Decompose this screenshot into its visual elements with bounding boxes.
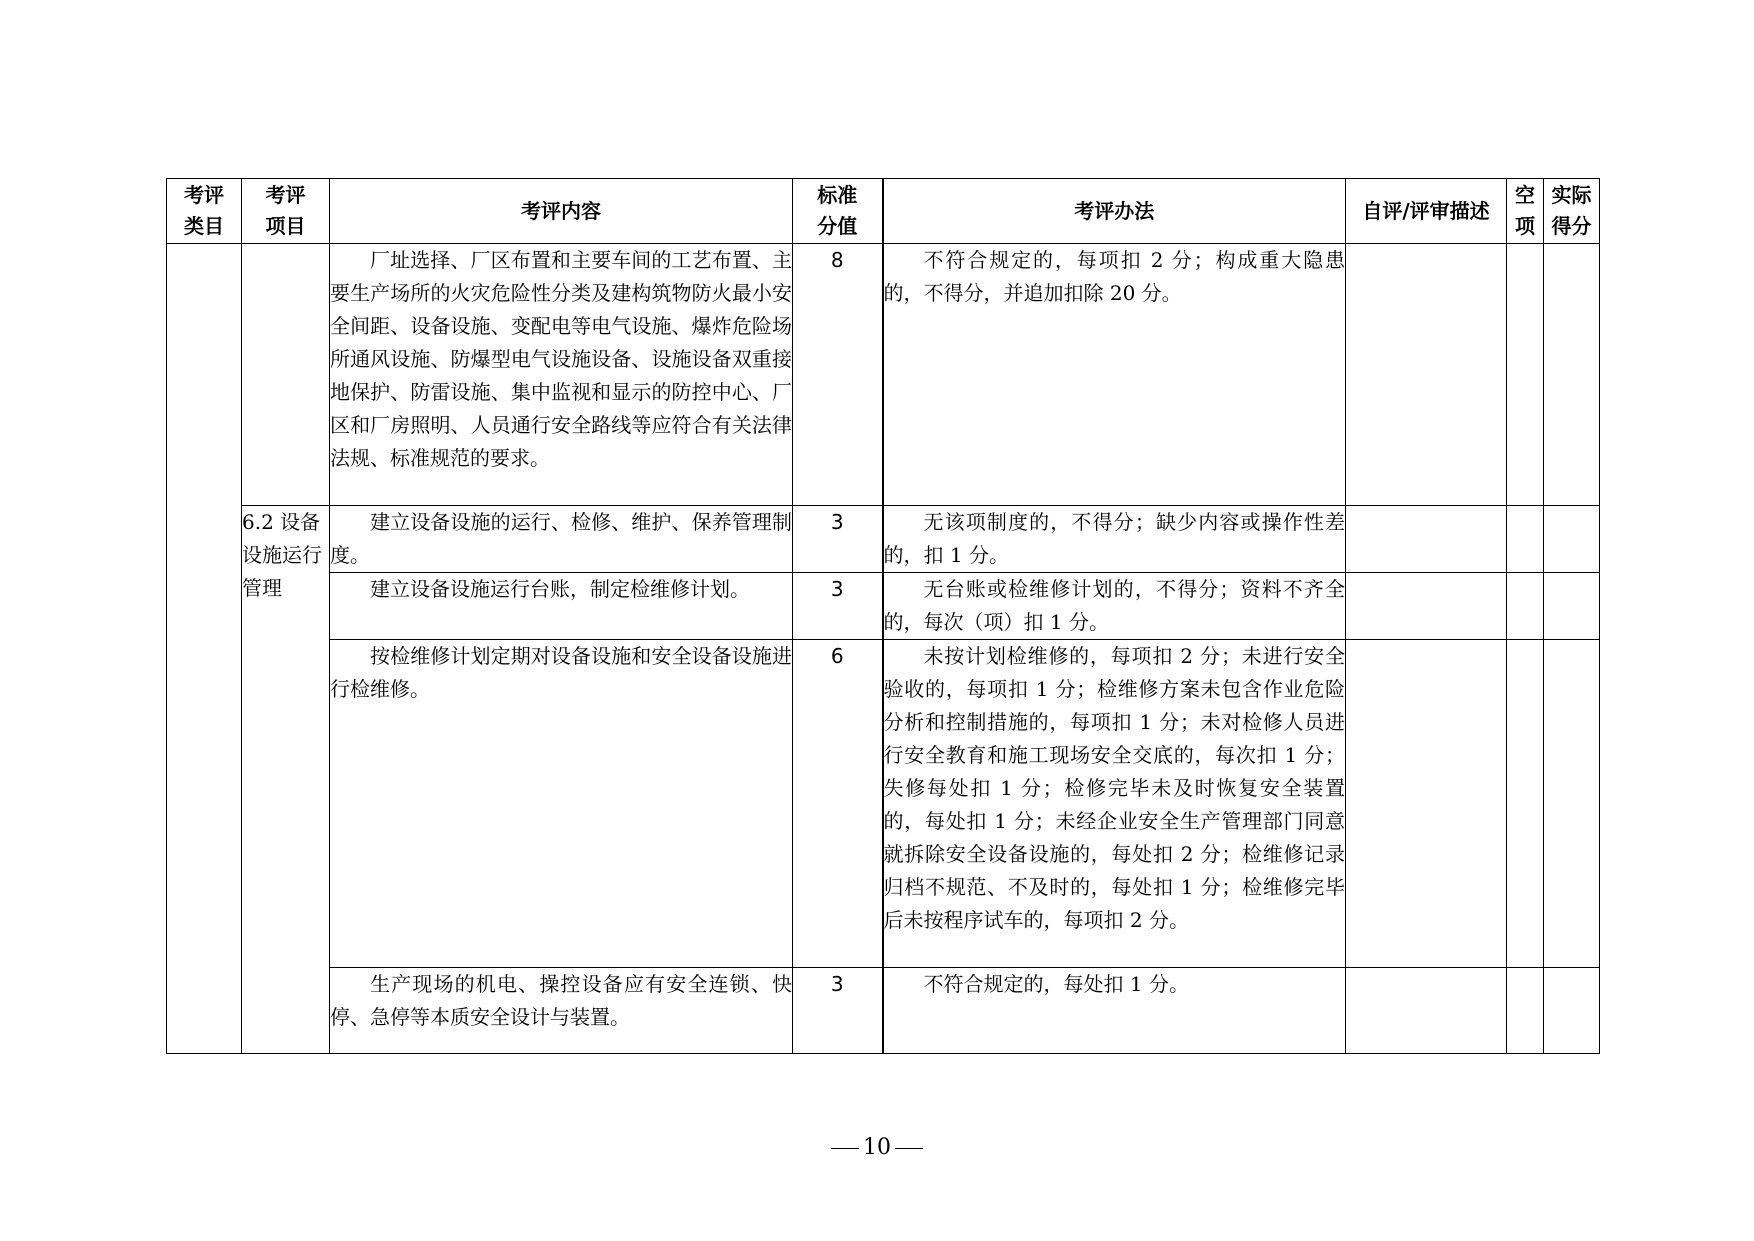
- self-eval-cell: [1346, 968, 1507, 1054]
- score-cell: 3: [793, 968, 883, 1054]
- footer-dash-right: [895, 1148, 923, 1149]
- table-row: [167, 640, 1600, 968]
- table-row: [167, 968, 1600, 1054]
- self-eval-cell: [1346, 640, 1507, 968]
- header-item: 考评项目: [242, 179, 330, 244]
- empty-cell: [1507, 244, 1544, 506]
- item-cell: [242, 244, 330, 506]
- page-number: 10: [863, 1135, 891, 1160]
- content-cell: 厂址选择、厂区布置和主要车间的工艺布置、主要生产场所的火灾危险性分类及建构筑物防火最小安全间距、设备设施、变配电等电气设施、爆炸危险场所通风设施、防爆型电气设施设备、设施设备双重接地保护、防雷设施、集中监视和显示的防控中心、厂区和厂房照明、人员通行安全路线等应符合有关法律法规、标准规范的要求。: [330, 244, 793, 506]
- self-eval-cell: [1346, 506, 1507, 573]
- self-eval-cell: [1346, 244, 1507, 506]
- empty-cell: [1507, 573, 1544, 640]
- content-cell: 建立设备设施运行台账，制定检维修计划。: [330, 573, 793, 640]
- method-cell: 无台账或检维修计划的，不得分；资料不齐全的，每次（项）扣 1 分。: [883, 573, 1346, 640]
- actual-score-cell: [1544, 506, 1600, 573]
- category-cell: [167, 244, 242, 1054]
- table-row: [167, 244, 1600, 506]
- table-row: [167, 506, 1600, 573]
- actual-score-cell: [1544, 640, 1600, 968]
- actual-score-cell: [1544, 573, 1600, 640]
- score-cell: 6: [793, 640, 883, 968]
- header-actual: 实际得分: [1544, 179, 1600, 244]
- content-cell: 建立设备设施的运行、检修、维护、保养管理制度。: [330, 506, 793, 573]
- table-row: [167, 573, 1600, 640]
- method-cell: 无该项制度的，不得分；缺少内容或操作性差的，扣 1 分。: [883, 506, 1346, 573]
- empty-cell: [1507, 640, 1544, 968]
- self-eval-cell: [1346, 573, 1507, 640]
- header-method: 考评办法: [883, 179, 1346, 244]
- header-empty: 空项: [1507, 179, 1544, 244]
- actual-score-cell: [1544, 244, 1600, 506]
- header-score: 标准分值: [793, 179, 883, 244]
- empty-cell: [1507, 968, 1544, 1054]
- header-content: 考评内容: [330, 179, 793, 244]
- page-footer: [0, 1135, 1754, 1160]
- content-cell: 按检维修计划定期对设备设施和安全设备设施进行检维修。: [330, 640, 793, 968]
- method-cell: 未按计划检维修的，每项扣 2 分；未进行安全验收的，每项扣 1 分；检维修方案未包含作业危险分析和控制措施的，每项扣 1 分；未对检修人员进行安全教育和施工现场安全交底的，每次扣 1 分；失修每处扣 1 分；检修完毕未及时恢复安全装置的，每处扣 1 分；未经企业安全生产管理部门同意就拆除安全设备设施的，每处扣 2 分；检维修记录归档不规范、不及时的，每处扣 1 分；检维修完毕后未按程序试车的，每项扣 2 分。: [883, 640, 1346, 968]
- header-row: [167, 179, 1600, 244]
- content-cell: 生产现场的机电、操控设备应有安全连锁、快停、急停等本质安全设计与装置。: [330, 968, 793, 1054]
- score-cell: 8: [793, 244, 883, 506]
- score-cell: 3: [793, 506, 883, 573]
- score-cell: 3: [793, 573, 883, 640]
- header-self-eval: 自评/评审描述: [1346, 179, 1507, 244]
- actual-score-cell: [1544, 968, 1600, 1054]
- footer-dash-left: [831, 1148, 859, 1149]
- item-cell-6-2: 6.2 设备设施运行管理: [242, 506, 330, 1054]
- evaluation-table: [166, 178, 1600, 1054]
- method-cell: 不符合规定的，每项扣 2 分；构成重大隐患的，不得分，并追加扣除 20 分。: [883, 244, 1346, 506]
- method-cell: 不符合规定的，每处扣 1 分。: [883, 968, 1346, 1054]
- header-category: 考评类目: [167, 179, 242, 244]
- empty-cell: [1507, 506, 1544, 573]
